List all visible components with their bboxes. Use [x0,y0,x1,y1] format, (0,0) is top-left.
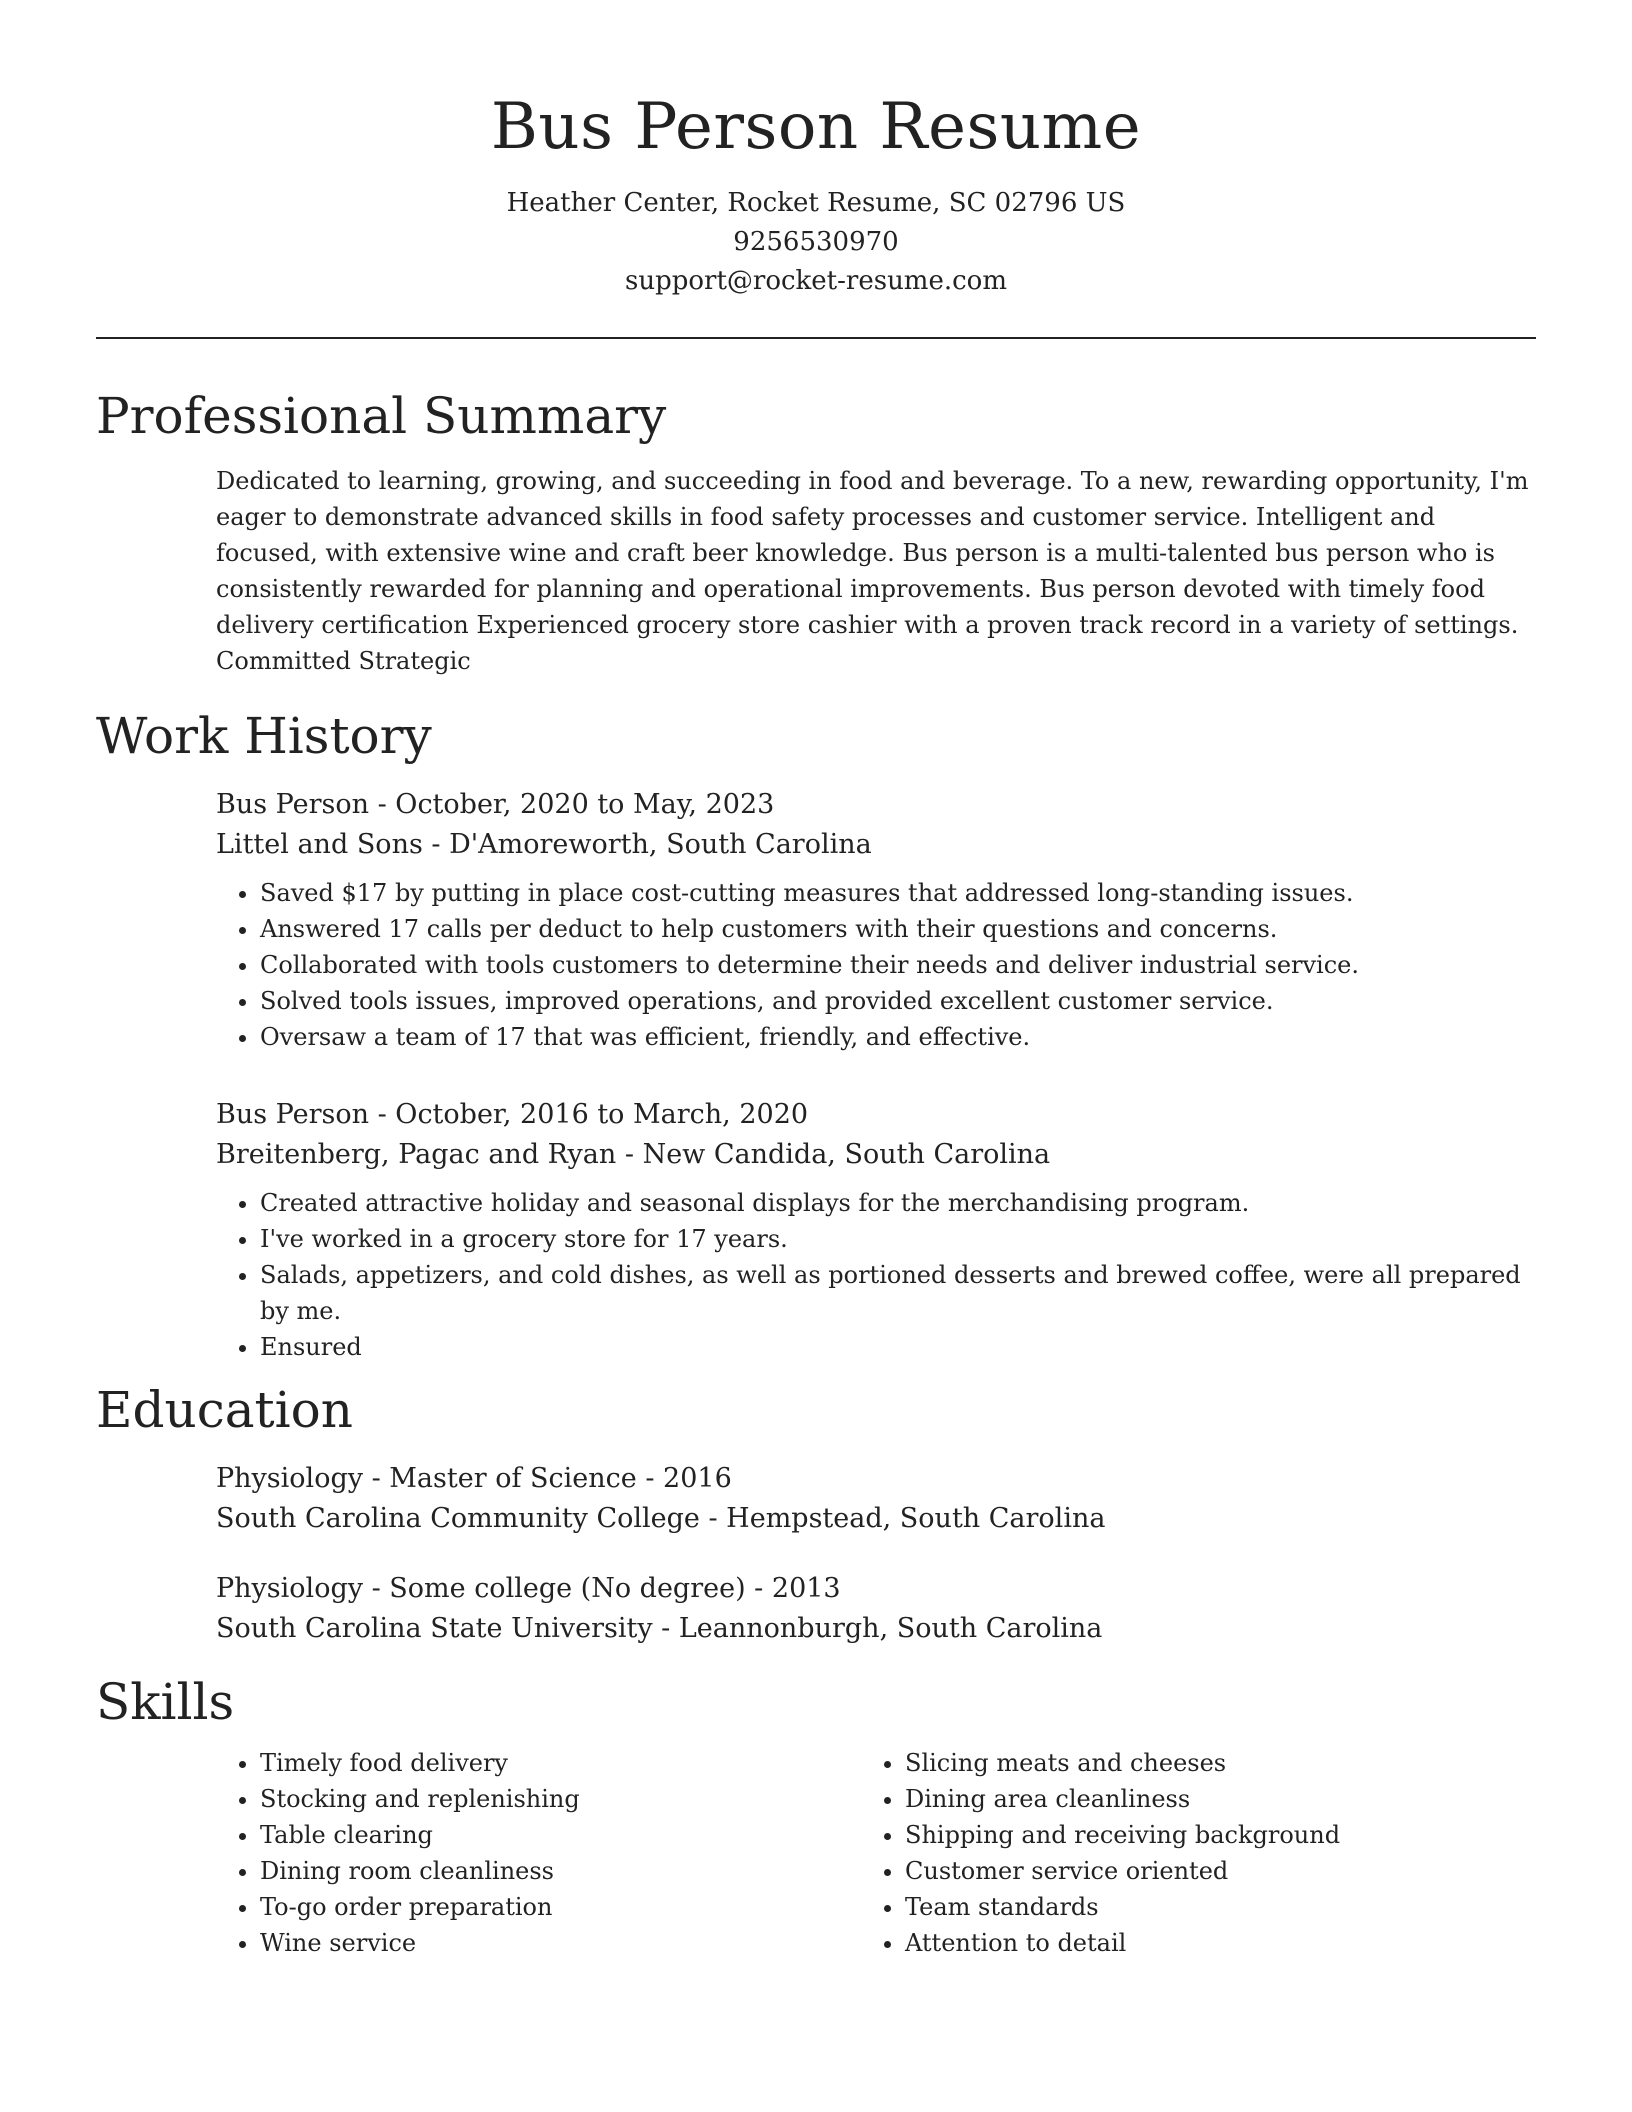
education-location: - Hempstead, South Carolina [699,1503,1106,1534]
skill-item: • Timely food delivery [260,1745,861,1781]
skill-item: • Shipping and receiving background [905,1817,1506,1853]
resume-title: Bus Person Resume [490,90,1142,164]
education-entry [216,1459,1536,1539]
education-school: South Carolina State University [216,1613,653,1644]
skills-column-right [861,1745,1506,1961]
list-item: • Collaborated with tools customers to determine their needs and deliver industrial service. [260,947,1536,983]
job-dates: - October, 2016 to March, 2020 [369,1099,809,1130]
education-school-line [216,1609,1536,1649]
skills-section [96,1667,1536,1961]
skills-grid [216,1745,1536,1961]
education-field: Physiology [216,1463,363,1494]
job-bullets [216,1185,1536,1365]
skills-list-right [861,1745,1506,1961]
job-bullets [216,875,1536,1055]
list-item: • Saved $17 by putting in place cost-cutting measures that addressed long-standing issues. [260,875,1536,911]
skills-column-left [216,1745,861,1961]
education-section [96,1375,1536,1649]
education-heading: Education [96,1381,353,1439]
contact-address: Heather Center, Rocket Resume, SC 02796 US [506,188,1126,218]
skill-item: • Wine service [260,1925,861,1961]
header-divider [96,337,1536,339]
job-company: Breitenberg, Pagac and Ryan [216,1139,617,1170]
skill-item: • Attention to detail [905,1925,1506,1961]
education-details: - Master of Science - 2016 [362,1463,732,1494]
skill-item: • Table clearing [260,1817,861,1853]
contact-block [96,184,1536,301]
skills-list-left [216,1745,861,1961]
skill-item: • Slicing meats and cheeses [905,1745,1506,1781]
list-item: • Salads, appetizers, and cold dishes, as well as portioned desserts and brewed coffee, were all prepared by me. [260,1257,1536,1329]
skill-item: • Team standards [905,1889,1506,1925]
education-degree-line [216,1569,1536,1609]
list-item: • Oversaw a team of 17 that was efficient, friendly, and effective. [260,1019,1536,1055]
job-role: Bus Person [216,1099,370,1130]
job-role: Bus Person [216,789,370,820]
skill-item: • Dining room cleanliness [260,1853,861,1889]
job-dates: - October, 2020 to May, 2023 [369,789,775,820]
summary-section [96,381,1536,679]
list-item: • Solved tools issues, improved operations, and provided excellent customer service. [260,983,1536,1019]
education-degree-line [216,1459,1536,1499]
contact-email: support@rocket-resume.com [624,266,1007,296]
job-company: Littel and Sons [216,829,423,860]
list-item: • Answered 17 calls per deduct to help customers with their questions and concerns. [260,911,1536,947]
job-company-line [216,825,1536,865]
skill-item: • Customer service oriented [905,1853,1506,1889]
job-role-line [216,785,1536,825]
education-details: - Some college (No degree) - 2013 [362,1573,841,1604]
job-role-line [216,1095,1536,1135]
education-entry [216,1569,1536,1649]
skill-item: • To-go order preparation [260,1889,861,1925]
education-field: Physiology [216,1573,363,1604]
job-location: - New Candida, South Carolina [616,1139,1051,1170]
list-item: • Ensured [260,1329,1536,1365]
list-item: • Created attractive holiday and seasonal displays for the merchandising program. [260,1185,1536,1221]
skill-item: • Dining area cleanliness [905,1781,1506,1817]
education-school: South Carolina Community College [216,1503,700,1534]
skill-item: • Stocking and replenishing [260,1781,861,1817]
job-location: - D'Amoreworth, South Carolina [422,829,872,860]
education-school-line [216,1499,1536,1539]
education-location: - Leannonburgh, South Carolina [652,1613,1103,1644]
job-company-line [216,1135,1536,1175]
summary-heading: Professional Summary [96,387,667,445]
skills-heading: Skills [96,1673,235,1731]
resume-header [96,0,1536,301]
summary-text: Dedicated to learning, growing, and succeeding in food and beverage. To a new, rewarding opportunity, I'm eager to demonstrate advanced skills in food safety processes and customer service. Intelligent and focused, with extensive wine and craft beer knowledge. Bus person is a multi-talented bus person who is consistently rewarded for planning and operational improvements. Bus person devoted with timely food delivery certification Experienced grocery store cashier with a proven track record in a variety of settings. Committed Strategic [216,467,1529,675]
work-history-section [96,701,1536,1365]
job-entry [216,1095,1536,1365]
job-entry [216,785,1536,1055]
list-item: • I've worked in a grocery store for 17 years. [260,1221,1536,1257]
work-history-heading: Work History [96,707,432,765]
contact-phone: 9256530970 [733,227,899,257]
